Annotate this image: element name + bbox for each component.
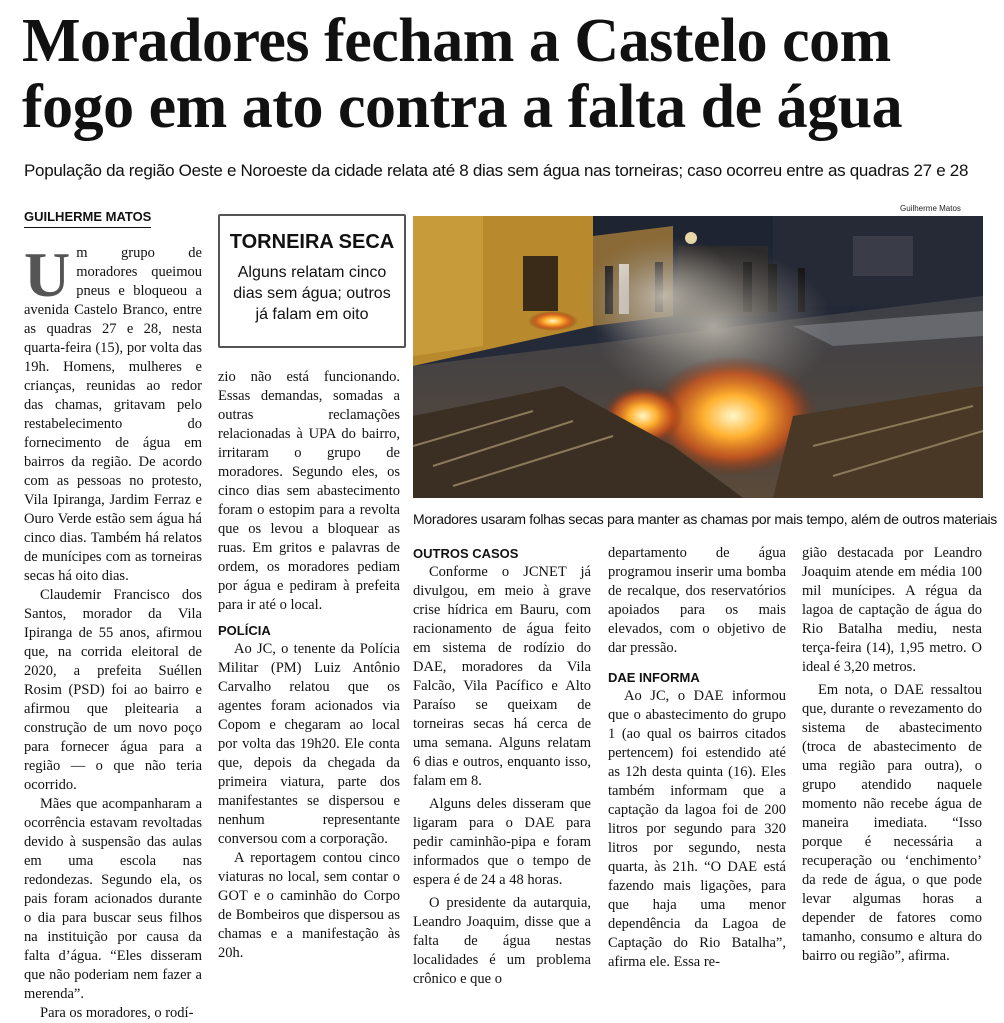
paragraph: zio não está funcionando. Essas demandas, somadas a outras reclamações relacionadas à UPA do bairro, irritaram o grupo de moradores. Segundo eles, os cinco dias sem abastecimento foram o estopim para a revolta que os levou a bloquear as ruas. Em gritos e palavras de ordem, os moradores pediam por água e pediram à prefeita para ir até o local. [218,369,400,613]
paragraph: Claudemir Francisco dos Santos, morador da Vila Ipiranga de 55 anos, afirmou que, na corrida eleitoral de 2020, a prefeita Suéllen Rosim (PSD) foi ao bairro e afirmou que pleitearia a construção de um novo poço para fornecer água para a região — o que não teria ocorrido. [24,587,202,793]
paragraph: Ao JC, o tenente da Polícia Militar (PM) Luiz Antônio Carvalho relatou que os agentes foram acionados via Copom e chegaram ao local por volta das 19h20. Ele conta que, depois da chegada da primeira viatura, parte dos manifestantes se dispersou e nenhum representante conversou com a corporação. [218,641,400,847]
paragraph: departamento de água programou inserir uma bomba de recalque, dos reservatórios apoiados para os mais elevados, com o objetivo de dar pressão. [608,545,786,656]
paragraph: A reportagem contou cinco viaturas no local, sem contar o GOT e o caminhão do Corpo de Bombeiros que dispersou as chamas e a manifestação às 20h. [218,850,400,961]
paragraph: Ao JC, o DAE informou que o abastecimento do grupo 1 (ao qual os bairros citados pertencem) foi estendido até as 12h desta quinta (16). Eles também informam que a captação da lagoa foi de 200 litros por segundo para 320 litros por segundo, nesta quarta, às 21h. “O DAE está fazendo mais ligações, para que haja uma menor dependência da Lagoa de Captação do Rio Batalha”, afirma ele. Essa re- [608,688,786,970]
news-photo [413,216,983,498]
sidebar-box [218,214,406,348]
paragraph: Em nota, o DAE ressaltou que, durante o revezamento do sistema de abastecimento (troca de abastecimento de uma região para outra), o grupo atendido naquele momento não recebe água de maneira imediata. “Isso porque é necessária a recuperação ou ‘enchimento’ da rede de água, o que pode levar algumas horas a depender de fatores como tamanho, consumo e altura do bairro ou região”, afirma. [802,682,982,964]
fire-protest-illustration [413,216,983,498]
section-heading: OUTROS CASOS [413,546,519,561]
sidebar-text: Alguns relatam cinco dias sem água; outros já falam em oito [233,264,391,323]
paragraph: gião destacada por Leandro Joaquim atende em média 100 mil munícipes. A régua da lagoa de captação de água do Rio Batalha mediu, nesta terça-feira (14), 1,95 metro. O ideal é 3,20 metros. [802,545,982,675]
paragraph: Alguns deles disseram que ligaram para o DAE para pedir caminhão-pipa e foram informados que o tempo de espera é de 24 a 48 horas. [413,796,591,888]
photo-caption: Moradores usaram folhas secas para manter as chamas por mais tempo, além de outros materiais [413,511,997,527]
photo-credit: Guilherme Matos [900,204,961,213]
paragraph: O presidente da autarquia, Leandro Joaquim, disse que a falta de água nestas localidades é um problema crônico e que o [413,895,591,987]
article-column-4 [608,544,786,972]
subheadline: População da região Oeste e Noroeste da cidade relata até 8 dias sem água nas torneiras; caso ocorreu entre as quadras 27 e 28 [24,161,969,180]
sidebar-title: TORNEIRA SECA [229,231,395,253]
section-heading: POLÍCIA [218,623,271,638]
headline: Moradores fecham a Castelo com fogo em ato contra a falta de água [22,7,903,141]
article-column-3 [413,544,591,989]
paragraph: m grupo de moradores queimou pneus e bloqueou a avenida Castelo Branco, entre as quadras 27 e 28, nesta quarta-feira (15), por volta das 19h. Homens, mulheres e crianças, reunidas ao redor das chamas, gritavam pelo restabelecimento do fornecimento de água em bairros da região. De acordo com as pessoas no protesto, Vila Ipiranga, Jardim Ferraz e Ouro Verde estão sem água há cinco dias. Também há relatos de munícipes com as torneiras secas há oito dias. [24,245,202,584]
drop-cap: U [24,239,71,310]
paragraph: Para os moradores, o rodí- [40,1005,194,1021]
paragraph: Mães que acompanharam a ocorrência estavam revoltadas devido à suspensão das aulas em uma escola nas redondezas. Segundo ela, os pais foram acionados durante o dia para buscar seus filhos na instituição por causa da falta d’água. “Eles disseram que não poderiam nem fazer a merenda”. [24,796,202,1002]
paragraph: Conforme o JCNET já divulgou, em meio à grave crise hídrica em Bauru, com racionamento de água feito em sistema de rodízio do DAE, moradores da Vila Falcão, Vila Pacífico e Alto Paraíso se queixam de torneiras secas há cerca de uma semana. Alguns relatam 6 dias e outros, enquanto isso, falam em 8. [413,564,591,789]
byline: GUILHERME MATOS [24,209,151,228]
article-column-1 [24,239,202,1023]
article-column-5 [802,544,982,966]
article-column-2 [218,368,400,963]
section-heading: DAE INFORMA [608,670,700,685]
